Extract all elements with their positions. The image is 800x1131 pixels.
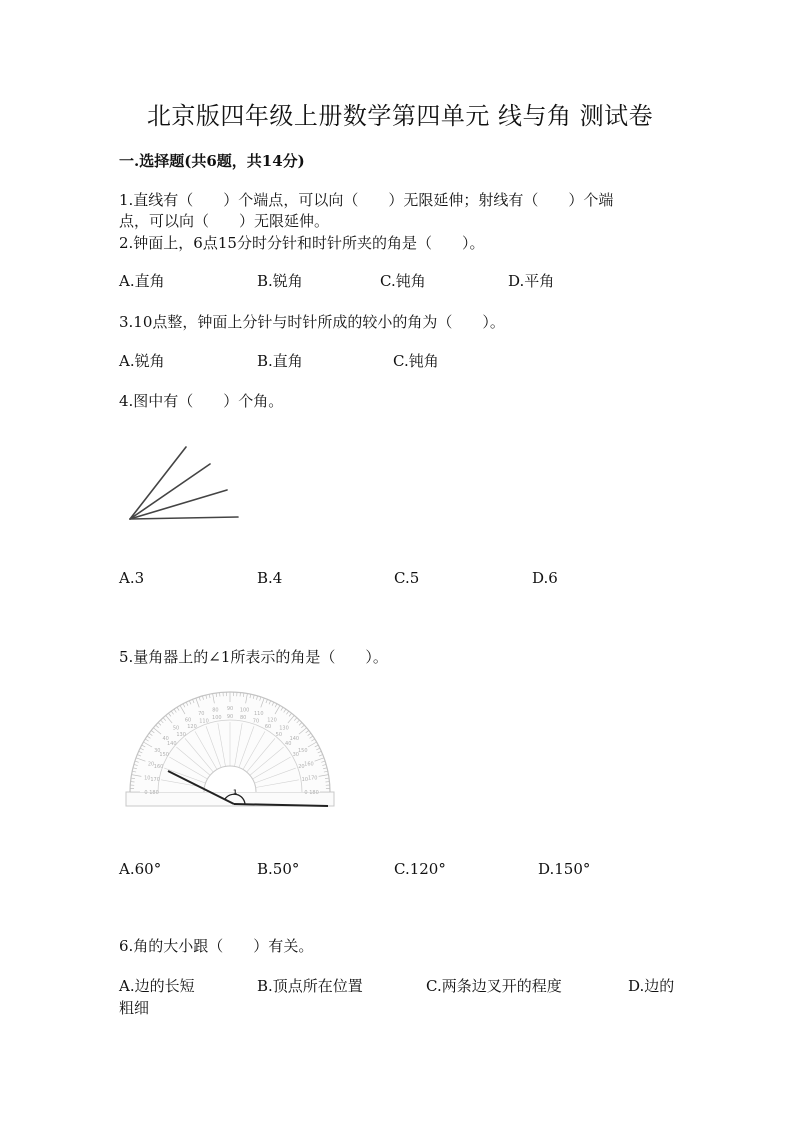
ray-4 [130, 517, 238, 519]
protractor-outer-number: 180 [309, 790, 319, 796]
protractor-inner-number: 170 [150, 776, 160, 783]
protractor-inner-number: 110 [199, 718, 209, 725]
question-5-option-b[interactable]: B.50° [257, 860, 300, 878]
protractor-inner-number: 30 [292, 752, 300, 758]
protractor-inner-number: 130 [176, 731, 186, 738]
question-2-option-a[interactable]: A.直角 [119, 272, 165, 290]
question-3-option-c[interactable]: C.钝角 [393, 352, 439, 370]
question-1-line-1: 1.直线有（ ）个端点，可以向（ ）无限延伸；射线有（ ）个端 [119, 191, 614, 209]
angle-rays-figure [120, 440, 250, 530]
protractor-inner-number: 20 [298, 764, 305, 771]
question-3-option-a[interactable]: A.锐角 [119, 352, 165, 370]
question-1-line-2: 点，可以向（ ）无限延伸。 [119, 212, 330, 230]
question-4-option-b[interactable]: B.4 [257, 569, 283, 587]
protractor-inner-number: 140 [167, 741, 177, 748]
question-6-option-d-wrap: 粗细 [119, 999, 150, 1017]
protractor-outer-number: 80 [212, 707, 219, 714]
protractor-figure [124, 700, 336, 812]
protractor-inner-number: 100 [212, 715, 222, 722]
protractor-outer-number: 20 [147, 761, 155, 768]
ray-2 [130, 464, 210, 519]
protractor-outer-number: 110 [253, 711, 264, 718]
protractor-outer-number: 120 [267, 717, 277, 724]
protractor-outer-number: 130 [279, 725, 289, 732]
protractor-inner-number: 120 [187, 724, 197, 731]
protractor-outer-number: 160 [304, 761, 314, 768]
question-4-text: 4.图中有（ ）个角。 [119, 392, 284, 410]
protractor-inner-number: 80 [240, 715, 247, 722]
protractor-outer-number: 10 [144, 775, 151, 782]
section-heading: 一.选择题(共6题，共14分) [119, 152, 305, 170]
question-5-option-c[interactable]: C.120° [394, 860, 446, 878]
question-5-text: 5.量角器上的∠1所表示的角是（ ）。 [119, 648, 388, 666]
page-title: 北京版四年级上册数学第四单元 线与角 测试卷 [146, 102, 654, 130]
protractor-outer-number: 140 [289, 736, 300, 743]
protractor-outer-number: 60 [184, 717, 192, 724]
question-4-option-a[interactable]: A.3 [119, 569, 145, 587]
question-4-option-d[interactable]: D.6 [532, 569, 558, 587]
question-6-option-d[interactable]: D.边的 [628, 977, 675, 995]
protractor-inner-number: 160 [153, 764, 164, 771]
question-6-option-c[interactable]: C.两条边叉开的程度 [426, 977, 562, 995]
protractor-outer-number: 150 [297, 748, 308, 754]
protractor-inner-number: 0 [304, 790, 308, 796]
question-3-text: 3.10点整，钟面上分针与时针所成的较小的角为（ ）。 [119, 313, 505, 331]
protractor-outer-number: 0 [144, 790, 148, 796]
protractor-inner-number: 60 [264, 724, 272, 731]
question-5-option-d[interactable]: D.150° [538, 860, 591, 878]
question-5-option-a[interactable]: A.60° [119, 860, 162, 878]
protractor-inner-number: 40 [285, 741, 292, 748]
protractor-inner-number: 180 [149, 790, 159, 796]
protractor-inner-number: 150 [159, 752, 169, 758]
protractor-outer-number: 40 [162, 736, 169, 743]
ray-3 [130, 490, 227, 519]
protractor-inner-number: 10 [301, 776, 309, 783]
question-3-option-b[interactable]: B.直角 [257, 352, 303, 370]
question-6-text: 6.角的大小跟（ ）有关。 [119, 937, 314, 955]
ray-1 [130, 447, 186, 519]
protractor-outer-number: 30 [154, 748, 161, 754]
question-2-text: 2.钟面上，6点15分时分针和时针所夹的角是（ ）。 [119, 234, 485, 252]
protractor-inner-number: 50 [275, 731, 283, 738]
question-4-option-c[interactable]: C.5 [394, 569, 420, 587]
question-6-option-b[interactable]: B.顶点所在位置 [257, 977, 363, 995]
question-2-option-d[interactable]: D.平角 [508, 272, 555, 290]
protractor-outer-number: 50 [172, 725, 180, 732]
question-2-option-c[interactable]: C.钝角 [380, 272, 426, 290]
protractor-outer-number: 70 [198, 711, 205, 718]
protractor-outer-number: 170 [307, 775, 318, 782]
protractor-outer-number: 100 [239, 707, 250, 714]
question-6-option-a[interactable]: A.边的长短 [119, 977, 195, 995]
protractor-inner-number: 90 [226, 714, 234, 720]
angle-label: 1 [233, 789, 238, 796]
question-2-option-b[interactable]: B.锐角 [257, 272, 303, 290]
protractor-outer-number: 90 [226, 706, 234, 712]
protractor-inner-number: 70 [252, 718, 260, 725]
